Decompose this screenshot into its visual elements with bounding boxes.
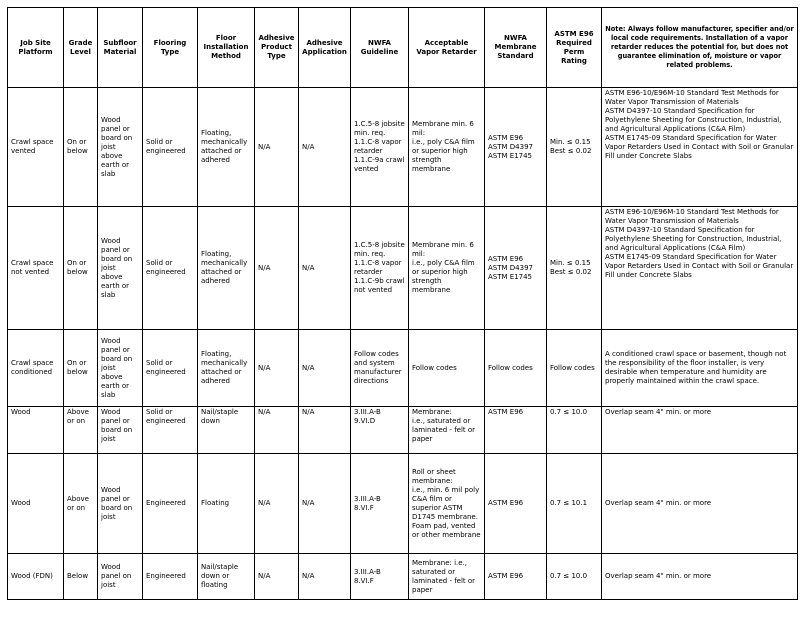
cell-job-site: Crawl space vented <box>8 88 64 207</box>
cell-membrane-standard: Follow codes <box>485 330 547 407</box>
cell-adhesive-type: N/A <box>255 207 299 330</box>
table-row <box>8 454 798 554</box>
cell-membrane-standard: ASTM E96 <box>485 407 547 454</box>
header-membrane-standard: NWFA Membrane Standard <box>485 8 547 88</box>
cell-job-site: Wood <box>8 454 64 554</box>
cell-nwfa-guideline: 3.III.A-B 8.VI.F <box>351 554 409 600</box>
cell-perm-rating: 0.7 ≤ 10.0 <box>547 407 602 454</box>
cell-adhesive-application: N/A <box>299 407 351 454</box>
cell-adhesive-type: N/A <box>255 554 299 600</box>
header-note: Note: Always follow manufacturer, specifier and/or local code requirements. Installation of a vapor retarder reduces the potential for, but does not guarantee elimination of, moisture or vapor related problems. <box>602 8 798 88</box>
table-row <box>8 554 798 600</box>
header-perm-rating: ASTM E96 Required Perm Rating <box>547 8 602 88</box>
cell-subfloor: Wood panel or board on joist <box>98 454 143 554</box>
vapor-retarder-table <box>7 7 798 600</box>
cell-job-site: Crawl space not vented <box>8 207 64 330</box>
cell-vapor-retarder: Roll or sheet membrane: i.e., min. 6 mil poly C&A film or superior ASTM D1745 membrane. Foam pad, vented or other membrane <box>409 454 485 554</box>
header-subfloor: Subfloor Material <box>98 8 143 88</box>
header-flooring-type: Flooring Type <box>143 8 198 88</box>
cell-vapor-retarder: Membrane min. 6 mil: i.e., poly C&A film or superior high strength membrane <box>409 207 485 330</box>
cell-membrane-standard: ASTM E96 ASTM D4397 ASTM E1745 <box>485 207 547 330</box>
cell-adhesive-type: N/A <box>255 88 299 207</box>
cell-flooring-type: Engineered <box>143 554 198 600</box>
cell-adhesive-application: N/A <box>299 454 351 554</box>
cell-nwfa-guideline: 1.C.5-8 jobsite min. req. 1.1.C-8 vapor retarder 1.1.C-9b crawl not vented <box>351 207 409 330</box>
cell-grade-level: On or below <box>64 88 98 207</box>
cell-adhesive-type: N/A <box>255 407 299 454</box>
cell-subfloor: Wood panel or board on joist <box>98 407 143 454</box>
cell-note: A conditioned crawl space or basement, though not the responsibility of the floor installer, is very desirable when temperature and humidity are properly maintained within the crawl space. <box>602 330 798 407</box>
cell-membrane-standard: ASTM E96 ASTM D4397 ASTM E1745 <box>485 88 547 207</box>
header-grade-level: Grade Level <box>64 8 98 88</box>
table-row <box>8 330 798 407</box>
cell-installation: Nail/staple down <box>198 407 255 454</box>
cell-subfloor: Wood panel on joist <box>98 554 143 600</box>
cell-vapor-retarder: Membrane: i.e., saturated or laminated - felt or paper <box>409 407 485 454</box>
table-row <box>8 207 798 330</box>
table-container <box>7 7 798 600</box>
cell-grade-level: On or below <box>64 330 98 407</box>
header-job-site: Job Site Platform <box>8 8 64 88</box>
cell-grade-level: Above or on <box>64 407 98 454</box>
cell-flooring-type: Engineered <box>143 454 198 554</box>
cell-subfloor: Wood panel or board on joist above earth or slab <box>98 207 143 330</box>
cell-note: ASTM E96-10/E96M-10 Standard Test Methods for Water Vapor Transmission of Materials ASTM D4397-10 Standard Specification for Polyethylene Sheeting for Construction, Industrial, and Agricultural Applications (C&A Film) ASTM E1745-09 Standard Specification for Water Vapor Retarders Used in Contact with Soil or Granular Fill under Concrete Slabs <box>602 88 798 207</box>
cell-grade-level: Below <box>64 554 98 600</box>
table-row <box>8 407 798 454</box>
cell-adhesive-application: N/A <box>299 207 351 330</box>
cell-vapor-retarder: Membrane min. 6 mil: i.e., poly C&A film or superior high strength membrane <box>409 88 485 207</box>
cell-perm-rating: Min. ≤ 0.15 Best ≤ 0.02 <box>547 88 602 207</box>
header-vapor-retarder: Acceptable Vapor Retarder <box>409 8 485 88</box>
cell-flooring-type: Solid or engineered <box>143 207 198 330</box>
cell-installation: Floating, mechanically attached or adhered <box>198 330 255 407</box>
cell-membrane-standard: ASTM E96 <box>485 454 547 554</box>
cell-adhesive-application: N/A <box>299 554 351 600</box>
cell-note: Overlap seam 4" min. or more <box>602 554 798 600</box>
cell-nwfa-guideline: 1.C.5-8 jobsite min. req. 1.1.C-8 vapor retarder 1.1.C-9a crawl vented <box>351 88 409 207</box>
cell-nwfa-guideline: 3.III.A-B 9.VI.D <box>351 407 409 454</box>
cell-installation: Floating, mechanically attached or adhered <box>198 88 255 207</box>
cell-perm-rating: 0.7 ≤ 10.1 <box>547 454 602 554</box>
cell-adhesive-type: N/A <box>255 330 299 407</box>
cell-perm-rating: Min. ≤ 0.15 Best ≤ 0.02 <box>547 207 602 330</box>
cell-job-site: Wood (FDN) <box>8 554 64 600</box>
cell-installation: Floating, mechanically attached or adhered <box>198 207 255 330</box>
cell-perm-rating: 0.7 ≤ 10.0 <box>547 554 602 600</box>
cell-grade-level: Above or on <box>64 454 98 554</box>
header-adhesive-application: Adhesive Application <box>299 8 351 88</box>
cell-installation: Nail/staple down or floating <box>198 554 255 600</box>
cell-perm-rating: Follow codes <box>547 330 602 407</box>
cell-adhesive-application: N/A <box>299 330 351 407</box>
cell-subfloor: Wood panel or board on joist above earth or slab <box>98 330 143 407</box>
cell-flooring-type: Solid or engineered <box>143 88 198 207</box>
cell-flooring-type: Solid or engineered <box>143 407 198 454</box>
header-nwfa-guideline: NWFA Guideline <box>351 8 409 88</box>
cell-membrane-standard: ASTM E96 <box>485 554 547 600</box>
header-installation: Floor Installation Method <box>198 8 255 88</box>
cell-nwfa-guideline: Follow codes and system manufacturer directions <box>351 330 409 407</box>
cell-vapor-retarder: Follow codes <box>409 330 485 407</box>
cell-adhesive-type: N/A <box>255 454 299 554</box>
cell-note: ASTM E96-10/E96M-10 Standard Test Methods for Water Vapor Transmission of Materials ASTM D4397-10 Standard Specification for Polyethylene Sheeting for Construction, Industrial, and Agricultural Applications (C&A Film) ASTM E1745-09 Standard Specification for Water Vapor Retarders Used in Contact with Soil or Granular Fill under Concrete Slabs <box>602 207 798 330</box>
cell-note: Overlap seam 4" min. or more <box>602 407 798 454</box>
cell-job-site: Crawl space conditioned <box>8 330 64 407</box>
cell-job-site: Wood <box>8 407 64 454</box>
cell-nwfa-guideline: 3.III.A-B 8.VI.F <box>351 454 409 554</box>
cell-adhesive-application: N/A <box>299 88 351 207</box>
cell-flooring-type: Solid or engineered <box>143 330 198 407</box>
cell-vapor-retarder: Membrane: i.e., saturated or laminated - felt or paper <box>409 554 485 600</box>
cell-installation: Floating <box>198 454 255 554</box>
cell-subfloor: Wood panel or board on joist above earth or slab <box>98 88 143 207</box>
cell-grade-level: On or below <box>64 207 98 330</box>
header-row <box>8 8 798 88</box>
cell-note: Overlap seam 4" min. or more <box>602 454 798 554</box>
table-row <box>8 88 798 207</box>
header-adhesive-type: Adhesive Product Type <box>255 8 299 88</box>
